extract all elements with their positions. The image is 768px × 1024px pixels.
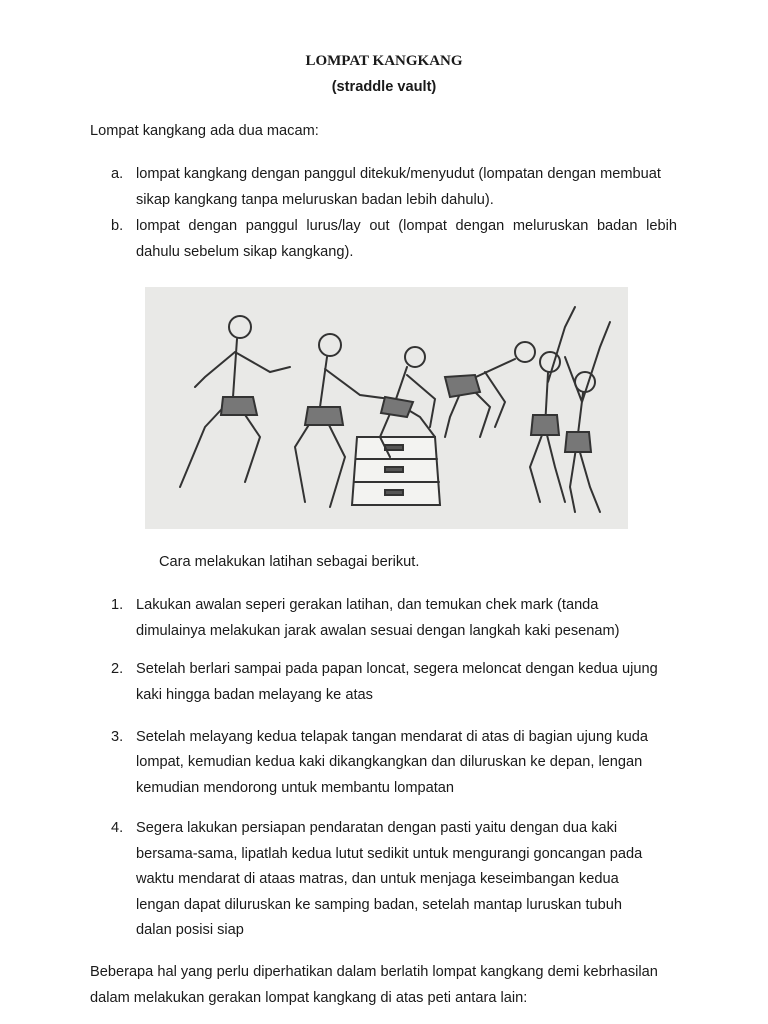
step-line: kemudian mendorong untuk membantu lompatan [136,780,455,796]
step-marker: 3. [111,729,124,745]
figure-finish [565,322,610,512]
step-line: lompat, kemudian kedua kaki dikangkangkan dan diluruskan ke depan, lengan [136,754,643,770]
closing-line: dalam melakukan gerakan lompat kangkang di atas peti antara lain: [90,990,528,1006]
step-line: Lakukan awalan seperi gerakan latihan, dan temukan chek mark (tanda [136,597,599,613]
step-line: dimulainya melakukan jarak awalan sesuai dengan langkah kaki pesenam) [136,623,620,639]
step-line: bersama-sama, lipatlah kedua lutut sedikit untuk mengurangi goncangan pada [136,846,643,862]
step-marker: 2. [111,661,124,677]
straddle-vault-illustration [145,287,628,529]
caption-text: Cara melakukan latihan sebagai berikut. [159,554,420,570]
list-item-line: dahulu sebelum sikap kangkang). [136,244,354,260]
step-line: Setelah berlari sampai pada papan loncat, segera meloncat dengan kedua ujung [136,661,658,677]
step-line: Setelah melayang kedua telapak tangan mendarat di atas di bagian ujung kuda [136,729,648,745]
step-line: Segera lakukan persiapan pendaratan dengan pasti yaitu dengan dua kaki [136,820,618,836]
figure-run [180,316,290,487]
intro-text: Lompat kangkang ada dua macam: [90,123,319,139]
document-title: LOMPAT KANGKANG [305,53,463,69]
step-line: kaki hingga badan melayang ke atas [136,687,373,703]
document-subtitle: (straddle vault) [331,79,437,95]
figure-landing [530,307,575,502]
closing-line: Beberapa hal yang perlu diperhatikan dalam berlatih lompat kangkang demi kebrhasilan [90,964,658,980]
step-line: dalan posisi siap [136,922,244,938]
step-marker: 1. [111,597,124,613]
list-item-line: lompat kangkang dengan panggul ditekuk/menyudut (lompatan dengan membuat [136,166,661,182]
step-line: lengan dapat diluruskan ke samping badan, setelah mantap luruskan tubuh [136,897,622,913]
list-item-line: sikap kangkang tanpa meluruskan badan lebih dahulu). [136,192,494,208]
vault-box [352,437,440,505]
list-item-line: lompat dengan panggul lurus/lay out (lompat dengan meluruskan badan lebih [136,218,677,234]
step-marker: 4. [111,820,124,836]
step-line: waktu mendarat di ataas matras, dan untuk menjaga keseimbangan kedua [136,871,619,887]
list-marker: b. [111,218,124,234]
figure-vault [445,342,535,437]
list-marker: a. [111,166,124,182]
